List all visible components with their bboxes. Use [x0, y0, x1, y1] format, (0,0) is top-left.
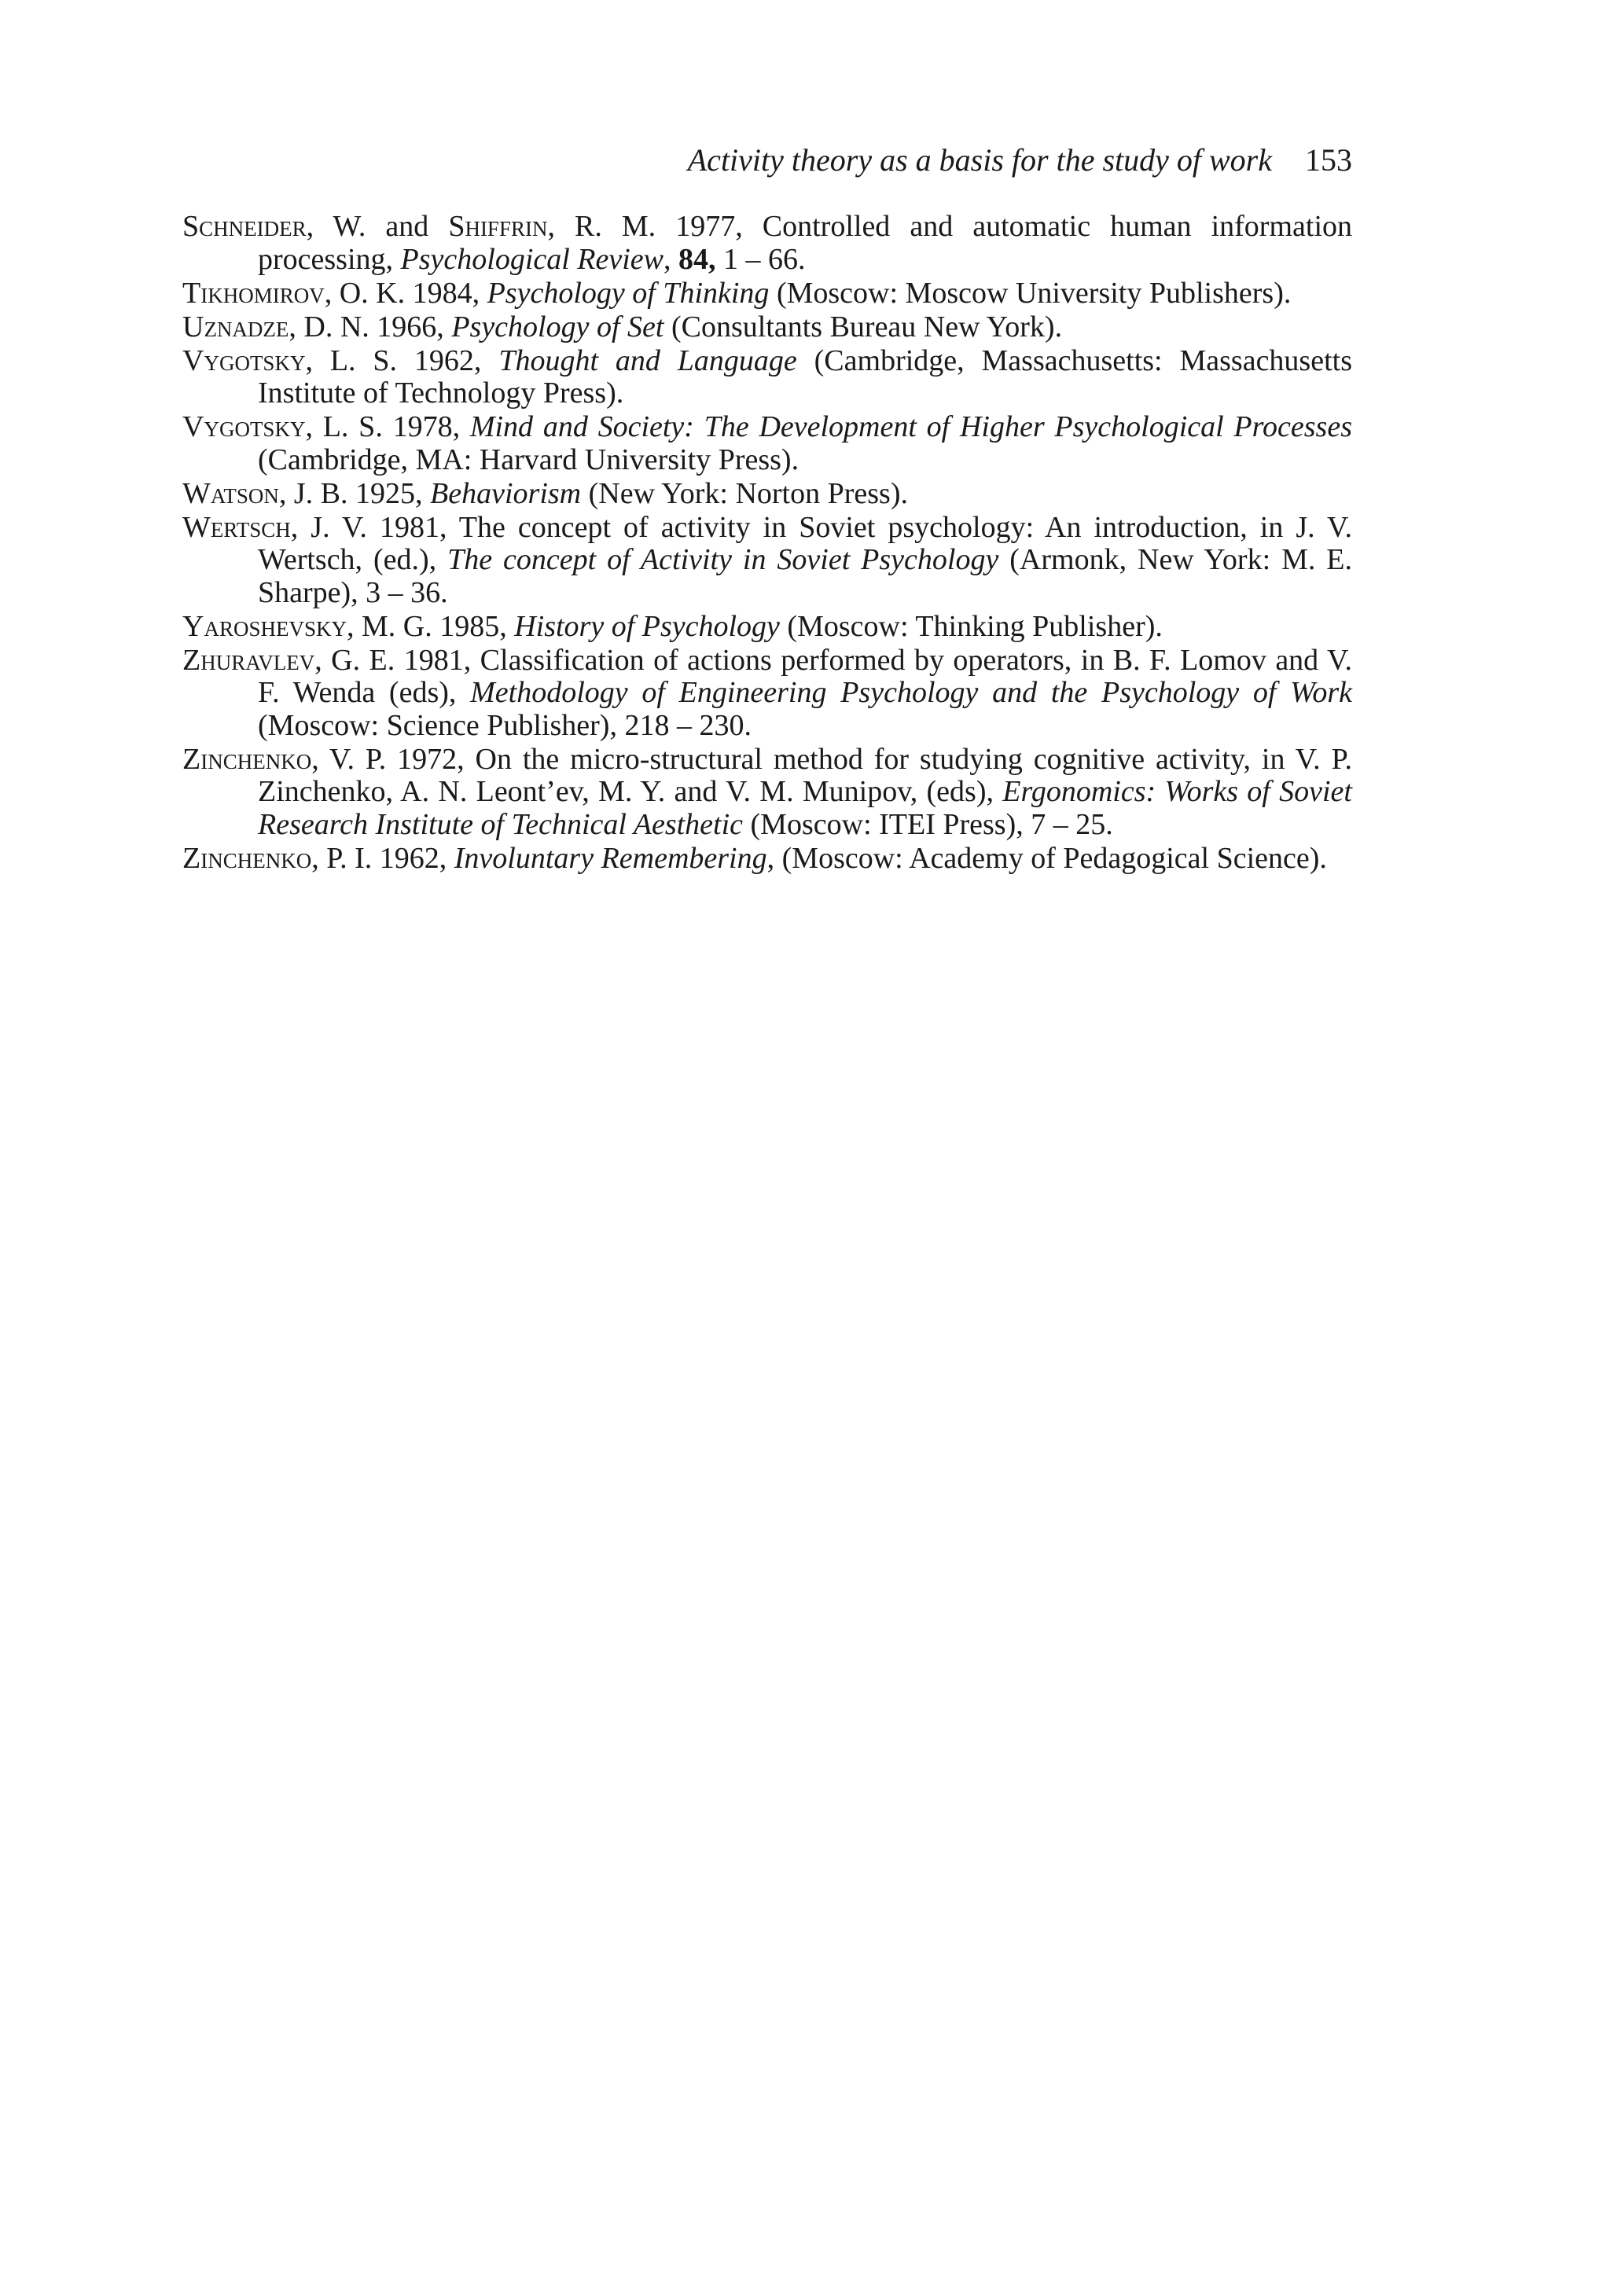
reference-text: (Moscow: ITEI Press), 7 – 25.: [743, 807, 1113, 841]
reference-item: [182, 211, 1352, 276]
reference-text: , J. B. 1925,: [278, 476, 431, 510]
reference-text: (Moscow: Science Publisher), 218 – 230.: [258, 708, 752, 742]
reference-volume: 84,: [678, 242, 716, 276]
reference-text: (Moscow: Moscow University Publishers).: [769, 276, 1292, 310]
reference-text: , R. M. 1977, Controlled and automatic human information processing,: [258, 210, 1352, 276]
reference-text: (Cambridge, MA: Harvard University Press).: [258, 443, 799, 476]
reference-author: Vygotsky: [182, 410, 306, 443]
reference-title: Psychology of Thinking: [487, 276, 770, 310]
reference-item: [182, 611, 1352, 644]
reference-title: Behaviorism: [430, 476, 582, 510]
reference-text: (Cambridge, Massachusetts: Massachusetts Institute of Technology Press).: [258, 343, 1352, 410]
reference-title: Ergonomics: Works of Soviet Research Institute of Technical Aesthetic: [258, 775, 1352, 841]
reference-text: , M. G. 1985,: [346, 609, 515, 643]
reference-item: [182, 277, 1352, 310]
running-title: Activity theory as a basis for the study of work: [687, 142, 1272, 178]
reference-author: Zinchenko: [182, 742, 312, 776]
reference-list: [182, 211, 1352, 876]
reference-title: Methodology of Engineering Psychology and the Psychology of Work: [470, 676, 1352, 709]
reference-author: Vygotsky: [182, 343, 306, 377]
reference-text: , V. P. 1972, On the micro-structural method for studying cognitive activity, in V. P. Zinchenko, A. N. Leont’ev, M. Y. and V. M. Munipov, (eds),: [258, 742, 1352, 808]
reference-author: Tikhomirov: [182, 276, 325, 310]
reference-text: (Consultants Bureau New York).: [663, 310, 1063, 343]
reference-text: , J. V. 1981, The concept of activity in Soviet psychology: An introduction, in J. V. Wertsch, (ed.),: [258, 510, 1352, 576]
reference-text: , G. E. 1981, Classification of actions performed by operators, in B. F. Lomov and V. F. Wenda (eds),: [258, 643, 1352, 709]
reference-title: Mind and Society: The Development of Higher Psychological Processes: [469, 410, 1352, 443]
reference-item: [182, 478, 1352, 511]
reference-author: Watson: [182, 476, 279, 510]
reference-author: Zhuravlev: [182, 643, 315, 677]
reference-text: , D. N. 1966,: [289, 310, 452, 343]
reference-item: [182, 345, 1352, 410]
reference-title: The concept of Activity in Soviet Psychology: [447, 543, 999, 576]
reference-title: Involuntary Remembering: [454, 841, 767, 875]
reference-text: ,: [663, 242, 679, 276]
reference-item: [182, 311, 1352, 344]
reference-journal: Psychological Review: [400, 242, 664, 276]
reference-text: 1 – 66.: [715, 242, 806, 276]
reference-author: Schneider: [182, 210, 307, 243]
reference-text: , L. S. 1978,: [305, 410, 470, 443]
reference-author: Yaroshevsky: [182, 609, 347, 643]
reference-text: , (Moscow: Academy of Pedagogical Science).: [766, 841, 1327, 875]
page-number: 153: [1305, 142, 1352, 178]
reference-text: (Armonk, New York: M. E. Sharpe), 3 – 36.: [258, 543, 1353, 609]
reference-author: Shiffrin: [448, 210, 548, 243]
reference-text: (Moscow: Thinking Publisher).: [779, 609, 1163, 643]
running-head: [182, 138, 1352, 182]
reference-text: , L. S. 1962,: [305, 343, 499, 377]
reference-item: [182, 512, 1352, 610]
reference-text: , O. K. 1984,: [324, 276, 487, 310]
reference-item: [182, 843, 1352, 876]
reference-item: [182, 411, 1352, 476]
reference-item: [182, 744, 1352, 842]
reference-title: Psychology of Set: [451, 310, 664, 343]
reference-author: Uznadze: [182, 310, 289, 343]
reference-title: History of Psychology: [514, 609, 780, 643]
reference-title: Thought and Language: [498, 343, 797, 377]
reference-author: Zinchenko: [182, 841, 312, 875]
reference-item: [182, 645, 1352, 743]
reference-text: (New York: Norton Press).: [581, 476, 908, 510]
reference-text: , W. and: [306, 210, 449, 243]
reference-text: , P. I. 1962,: [311, 841, 454, 875]
reference-author: Wertsch: [182, 510, 291, 544]
